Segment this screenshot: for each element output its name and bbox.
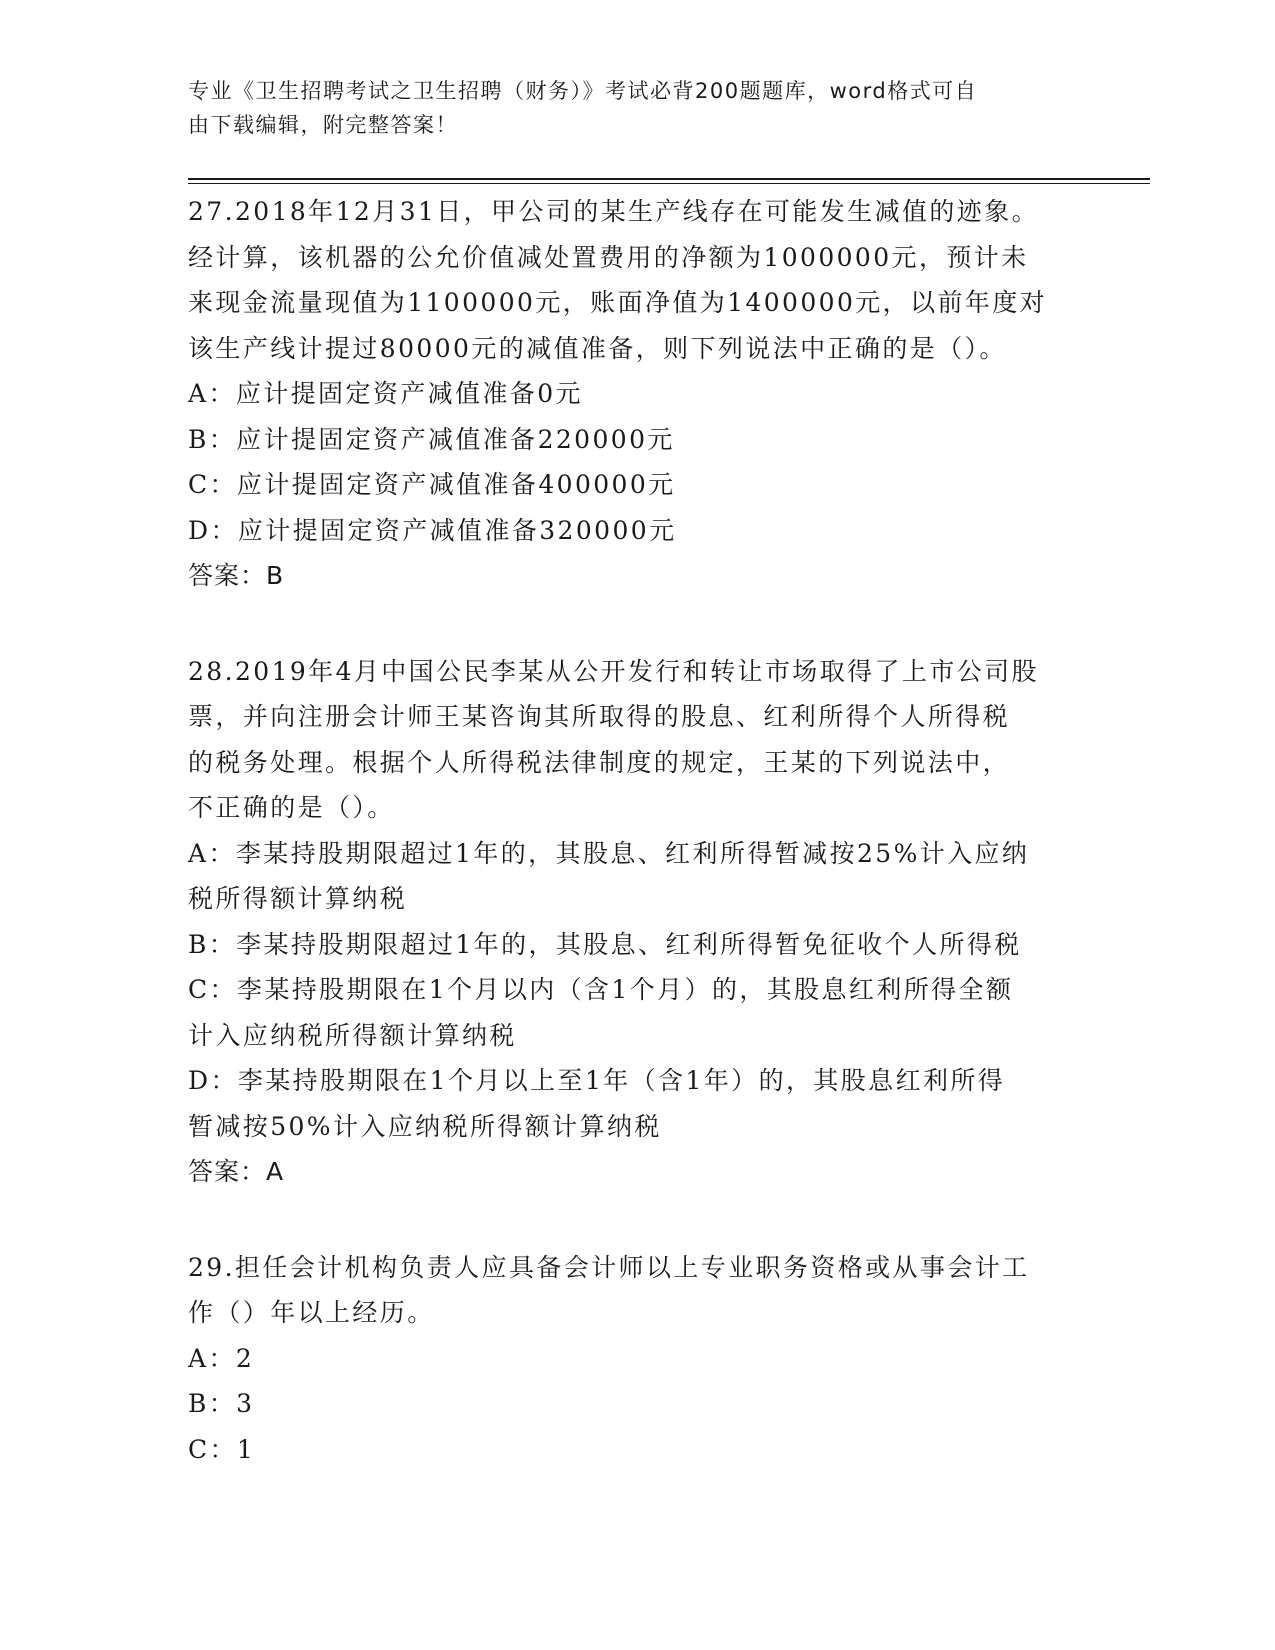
option-d-continued: 暂减按50%计入应纳税所得额计算纳税 [188, 1111, 662, 1141]
question-stem-line: 票，并向注册会计师王某咨询其所取得的股息、红利所得个人所得税 [188, 702, 1011, 731]
option-a-continued: 税所得额计算纳税 [188, 884, 408, 913]
question-stem-line: 27.2018年12月31日，甲公司的某生产线存在可能发生减值的迹象。 [188, 197, 1040, 226]
option-d: D：应计提固定资产减值准备320000元 [188, 515, 677, 545]
question-stem-line: 的税务处理。根据个人所得税法律制度的规定，王某的下列说法中， [188, 747, 1011, 777]
option-b: B：3 [188, 1389, 255, 1418]
header-line-2: 由下载编辑，附完整答案！ [188, 113, 458, 137]
answer-line: 答案：A [188, 1157, 285, 1186]
question-list [188, 189, 1088, 1522]
option-a: A：应计提固定资产减值准备0元 [188, 379, 583, 408]
question-stem-line: 来现金流量现值为1100000元，账面净值为1400000元，以前年度对 [188, 288, 1048, 317]
option-a: A：2 [188, 1343, 255, 1373]
question-27 [188, 189, 1088, 599]
question-stem-line: 经计算，该机器的公允价值减处置费用的净额为1000000元，预计未 [188, 242, 1029, 272]
header-rule-thick [188, 178, 1150, 180]
header-line-1: 专业《卫生招聘考试之卫生招聘（财务）》考试必背200题题库，word格式可自 [188, 79, 978, 103]
question-stem-line: 该生产线计提过80000元的减值准备，则下列说法中正确的是（）。 [188, 333, 1007, 363]
option-d: D：李某持股期限在1个月以上至1年（含1年）的，其股息红利所得 [188, 1066, 1006, 1095]
answer-line: 答案：B [188, 561, 285, 590]
question-28 [188, 649, 1088, 1195]
question-29 [188, 1245, 1088, 1473]
option-b: B：李某持股期限超过1年的，其股息、红利所得暂免征收个人所得税 [188, 929, 1022, 959]
question-stem-line: 不正确的是（）。 [188, 793, 395, 822]
option-b: B：应计提固定资产减值准备220000元 [188, 424, 675, 454]
option-c: C：应计提固定资产减值准备400000元 [188, 470, 676, 499]
option-c: C：李某持股期限在1个月以内（含1个月）的，其股息红利所得全额 [188, 975, 1014, 1004]
option-c-continued: 计入应纳税所得额计算纳税 [188, 1020, 517, 1050]
question-stem-line: 28.2019年4月中国公民李某从公开发行和转让市场取得了上市公司股 [188, 656, 1039, 686]
option-c: C：1 [188, 1434, 256, 1464]
header-rule-thin [188, 183, 1150, 184]
question-stem-line: 29.担任会计机构负责人应具备会计师以上专业职务资格或从事会计工 [188, 1252, 1030, 1282]
option-a: A：李某持股期限超过1年的，其股息、红利所得暂减按25%计入应纳 [188, 838, 1030, 868]
question-stem-line: 作（）年以上经历。 [188, 1298, 435, 1327]
document-header [188, 74, 1068, 142]
